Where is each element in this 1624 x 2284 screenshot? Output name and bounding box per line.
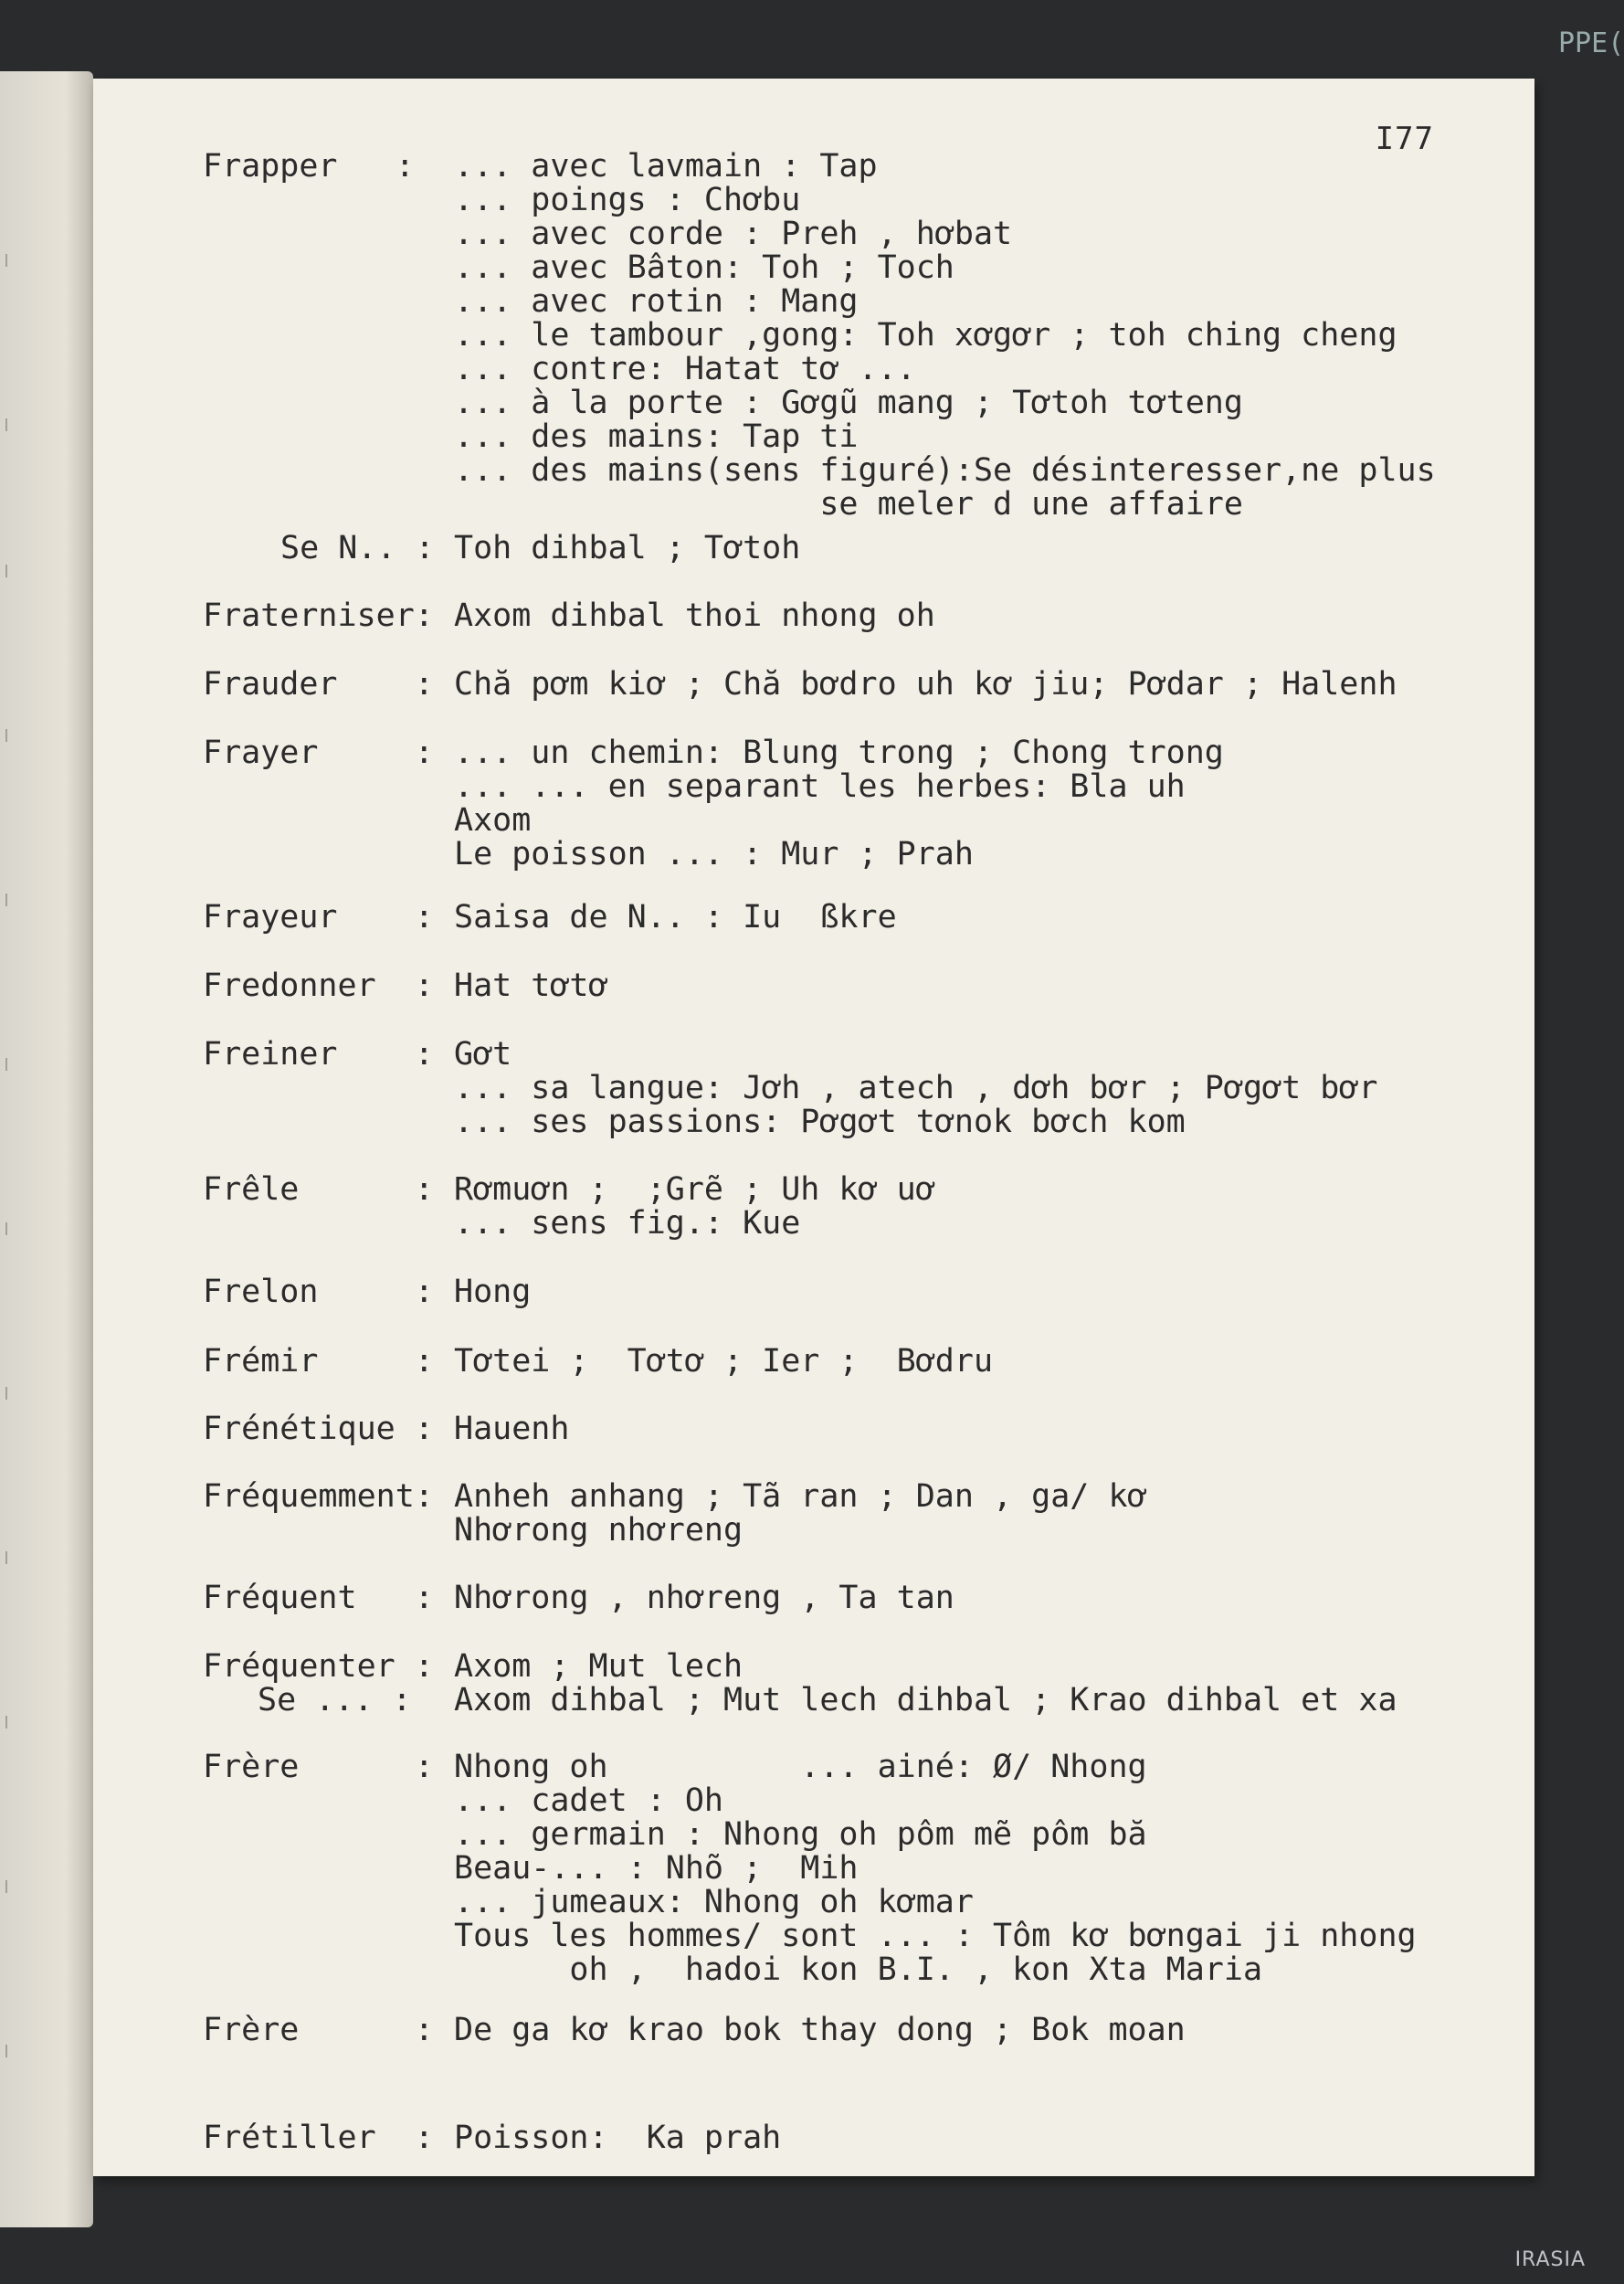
page-mark xyxy=(5,1716,16,1729)
definition xyxy=(454,1345,993,1379)
definition-line: ... sens fig.: Kue xyxy=(454,1205,801,1242)
definition-line: ... germain : Nhong oh pôm mẽ pôm bă xyxy=(454,1816,1147,1853)
definition xyxy=(454,1038,1377,1139)
headword: Frayer : xyxy=(203,735,434,771)
previous-page-edge xyxy=(0,71,93,2227)
definition-line: Chă pơm kiơ ; Chă bơdro uh kơ jiu; Pơdar ; Halenh xyxy=(454,666,1397,703)
definition-line: Hat tơtơ xyxy=(454,968,608,1004)
corner-label: PPE( xyxy=(1558,27,1624,59)
definition-line: Axom dihbal ; Mut lech dihbal ; Krao dihbal et xa xyxy=(454,1682,1397,1718)
headword: Fredonner : xyxy=(203,968,434,1004)
watermark: IRASIA xyxy=(1514,2248,1586,2271)
page-mark xyxy=(5,2045,16,2057)
definition-line: Hong xyxy=(454,1274,532,1310)
definition-line: ... des mains: Tap ti xyxy=(454,418,859,455)
definition-line: Toh dihbal ; Tơtoh xyxy=(454,530,801,566)
definition-line: Axom ; Mut lech xyxy=(454,1648,743,1685)
headword: Fréquent : xyxy=(203,1580,434,1616)
page-mark xyxy=(5,1387,16,1400)
definition xyxy=(454,532,800,566)
headword: Se ... : xyxy=(258,1682,412,1718)
definition xyxy=(454,1275,531,1309)
headword: Fréquemment: xyxy=(203,1478,434,1515)
definition-line: ... ... en separant les herbes: Bla uh xyxy=(454,768,1186,805)
definition-line: Gơt xyxy=(454,1036,512,1073)
definition-line: Nhơrong nhơreng xyxy=(454,1512,743,1549)
headword: Frapper : xyxy=(203,148,415,185)
definition-line: Tơtei ; Tơtơ ; Ier ; Bơdru xyxy=(454,1343,994,1380)
definition-line: Saisa de N.. : Iu ßkre xyxy=(454,899,897,936)
headword: Fréquenter : xyxy=(203,1648,434,1685)
definition-line: ... avec corde : Preh , hơbat xyxy=(454,216,1013,252)
definition xyxy=(454,969,608,1003)
page-number: I77 xyxy=(1375,121,1434,157)
definition xyxy=(454,1581,954,1615)
definition-line: Le poisson ... : Mur ; Prah xyxy=(454,836,974,872)
definition xyxy=(454,901,897,935)
definition xyxy=(454,1684,1397,1718)
dictionary-page xyxy=(93,79,1534,2176)
definition-line: Hauenh xyxy=(454,1411,570,1447)
headword: Freiner : xyxy=(203,1036,434,1073)
page-mark xyxy=(5,1880,16,1893)
definition-line: ... des mains(sens figuré):Se désinteresser,ne plus xyxy=(454,452,1436,489)
headword: Fraterniser: xyxy=(203,597,434,634)
definition xyxy=(454,1750,1417,1987)
headword: Frelon : xyxy=(203,1274,434,1310)
definition-line: ... avec rotin : Mang xyxy=(454,283,859,320)
definition-line: ... contre: Hatat tơ ... xyxy=(454,351,916,387)
definition xyxy=(454,668,1397,702)
headword: Frémir : xyxy=(203,1343,434,1380)
definition-line: ... poings : Chơbu xyxy=(454,182,801,218)
definition-line: oh , hadoi kon B.I. , kon Xta Maria xyxy=(454,1951,1263,1988)
definition xyxy=(454,150,1436,522)
headword: Frêle : xyxy=(203,1171,434,1208)
definition-line: Tous les hommes/ sont ... : Tôm kơ bơngai ji nhong xyxy=(454,1918,1417,1954)
page-mark xyxy=(5,254,16,267)
definition-line: ... le tambour ,gong: Toh xơgơr ; toh ching cheng xyxy=(454,317,1397,354)
definition xyxy=(454,599,935,633)
definition-line: ... avec Bâton: Toh ; Toch xyxy=(454,249,954,286)
headword: Frénétique : xyxy=(203,1411,434,1447)
headword: Frauder : xyxy=(203,666,434,703)
definition-line: ... ses passions: Pơgơt tơnok bơch kom xyxy=(454,1104,1186,1140)
definition-line: Axom dihbal thoi nhong oh xyxy=(454,597,935,634)
page-mark xyxy=(5,565,16,577)
definition-line: De ga kơ krao bok thay dong ; Bok moan xyxy=(454,2012,1186,2048)
headword: Se N.. : xyxy=(280,530,435,566)
definition-line: Anheh anhang ; Tã ran ; Dan , ga/ kơ xyxy=(454,1478,1147,1515)
headword: Frère : xyxy=(203,2012,434,2048)
page-mark xyxy=(5,1222,16,1235)
page-mark xyxy=(5,1058,16,1071)
definition xyxy=(454,2014,1186,2047)
definition xyxy=(454,1480,1147,1548)
definition-line: Rơmuơn ; ;Grẽ ; Uh kơ uơ xyxy=(454,1171,935,1208)
definition-line: se meler d une affaire xyxy=(454,486,1243,523)
definition-line: Beau-... : Nhõ ; Mih xyxy=(454,1850,859,1887)
page-mark xyxy=(5,1551,16,1564)
page-mark xyxy=(5,729,16,742)
definition-line: Axom xyxy=(454,802,532,839)
definition xyxy=(454,2121,781,2155)
definition-line: Nhong oh ... ainé: Ø/ Nhong xyxy=(454,1749,1147,1785)
definition-line: Nhơrong , nhơreng , Ta tan xyxy=(454,1580,954,1616)
headword: Frétiller : xyxy=(203,2120,434,2156)
definition-line: ... avec lavmain : Tap xyxy=(454,148,878,185)
headword: Frayeur : xyxy=(203,899,434,936)
definition-line: ... jumeaux: Nhong oh kơmar xyxy=(454,1884,974,1920)
definition xyxy=(454,1650,743,1684)
definition-line: ... sa langue: Jơh , atech , dơh bơr ; Pơgơt bơr xyxy=(454,1070,1378,1106)
definition-line: ... à la porte : Gơgũ mang ; Tơtoh tơteng xyxy=(454,385,1243,421)
headword: Frère : xyxy=(203,1749,434,1785)
definition-line: ... cadet : Oh xyxy=(454,1782,724,1819)
definition-line: ... un chemin: Blung trong ; Chong trong xyxy=(454,735,1224,771)
definition-line: Poisson: Ka prah xyxy=(454,2120,782,2156)
page-mark xyxy=(5,418,16,431)
page-mark xyxy=(5,894,16,906)
definition xyxy=(454,1412,569,1446)
definition xyxy=(454,736,1224,872)
definition xyxy=(454,1173,935,1241)
